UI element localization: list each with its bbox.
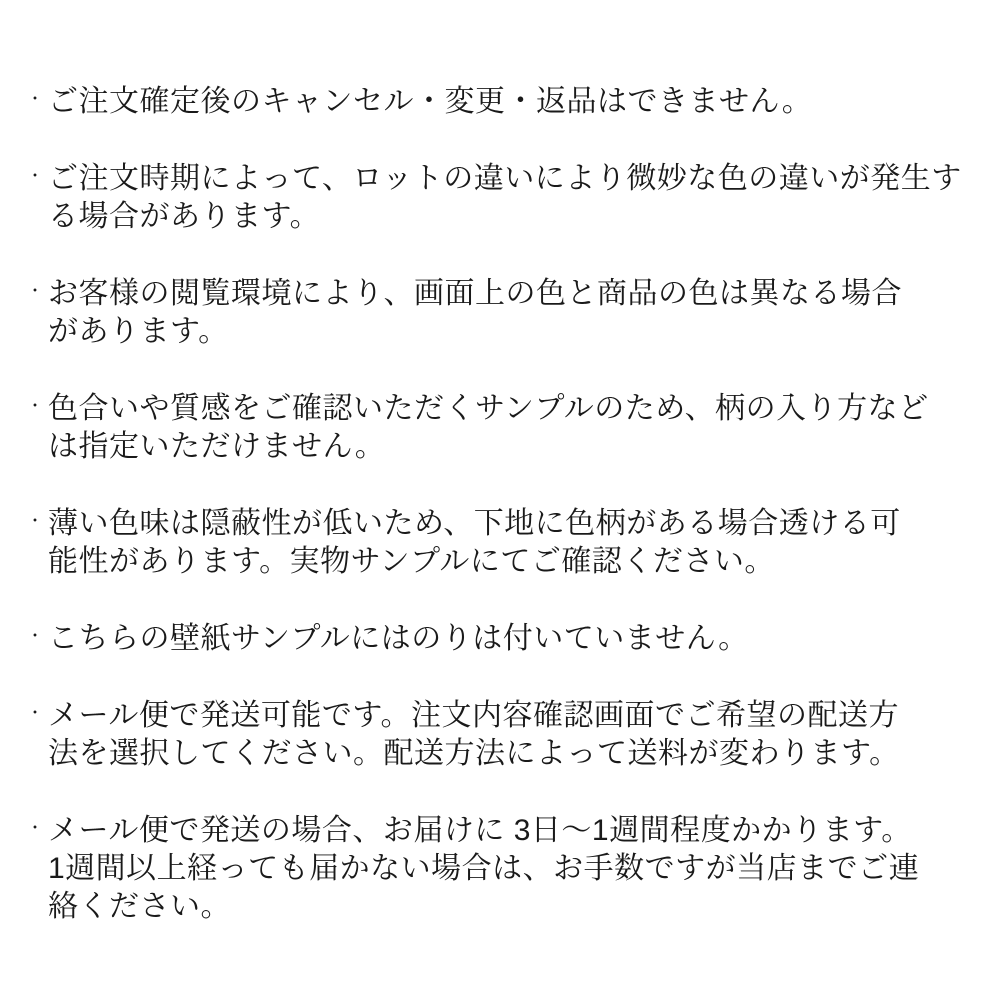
note-text — [48, 83, 986, 121]
list-item — [27, 505, 986, 581]
note-line: お客様の閲覧環境により、画面上の色と商品の色は異なる場合 — [48, 277, 902, 310]
note-line: 色合いや質感をご確認いただくサンプルのため、柄の入り方など — [48, 392, 929, 425]
note-line: 絡ください。 — [48, 890, 231, 923]
bullet-icon: ・ — [27, 283, 44, 300]
note-text — [48, 505, 986, 581]
list-item — [27, 697, 986, 773]
note-text — [48, 812, 986, 926]
note-line: 能性があります。実物サンプルにてご確認ください。 — [48, 545, 775, 578]
note-line: 薄い色味は隠蔽性が低いため、下地に色柄がある場合透ける可 — [48, 507, 901, 540]
note-text — [48, 697, 986, 773]
list-item — [27, 620, 986, 658]
bullet-icon: ・ — [27, 398, 44, 415]
note-line: は指定いただけません。 — [48, 430, 386, 463]
note-line: ご注文時期によって、ロットの違いにより微妙な色の違いが発生す — [48, 162, 962, 195]
note-line: ご注文確定後のキャンセル・変更・返品はできません。 — [48, 85, 813, 118]
bullet-icon: ・ — [27, 91, 44, 108]
list-item — [27, 390, 986, 466]
note-text — [48, 160, 986, 236]
note-line: こちらの壁紙サンプルにはのりは付いていません。 — [48, 622, 749, 655]
note-text — [48, 620, 986, 658]
note-line: メール便で発送可能です。注文内容確認画面でご希望の配送方 — [48, 699, 899, 732]
list-item — [27, 275, 986, 351]
notes-list — [27, 83, 986, 926]
list-item — [27, 160, 986, 236]
note-text — [48, 275, 986, 351]
bullet-icon: ・ — [27, 705, 44, 722]
list-item — [27, 812, 986, 926]
note-line: メール便で発送の場合、お届けに 3日～1週間程度かかります。 — [48, 814, 912, 847]
note-text — [48, 390, 986, 466]
note-line: る場合があります。 — [48, 200, 321, 233]
note-line: があります。 — [48, 315, 229, 348]
note-line: 法を選択してください。配送方法によって送料が変わります。 — [48, 737, 900, 770]
note-line: 1週間以上経っても届かない場合は、お手数ですが当店までご連 — [48, 852, 920, 885]
bullet-icon: ・ — [27, 168, 44, 185]
bullet-icon: ・ — [27, 513, 44, 530]
bullet-icon: ・ — [27, 820, 44, 837]
bullet-icon: ・ — [27, 628, 44, 645]
list-item — [27, 83, 986, 121]
